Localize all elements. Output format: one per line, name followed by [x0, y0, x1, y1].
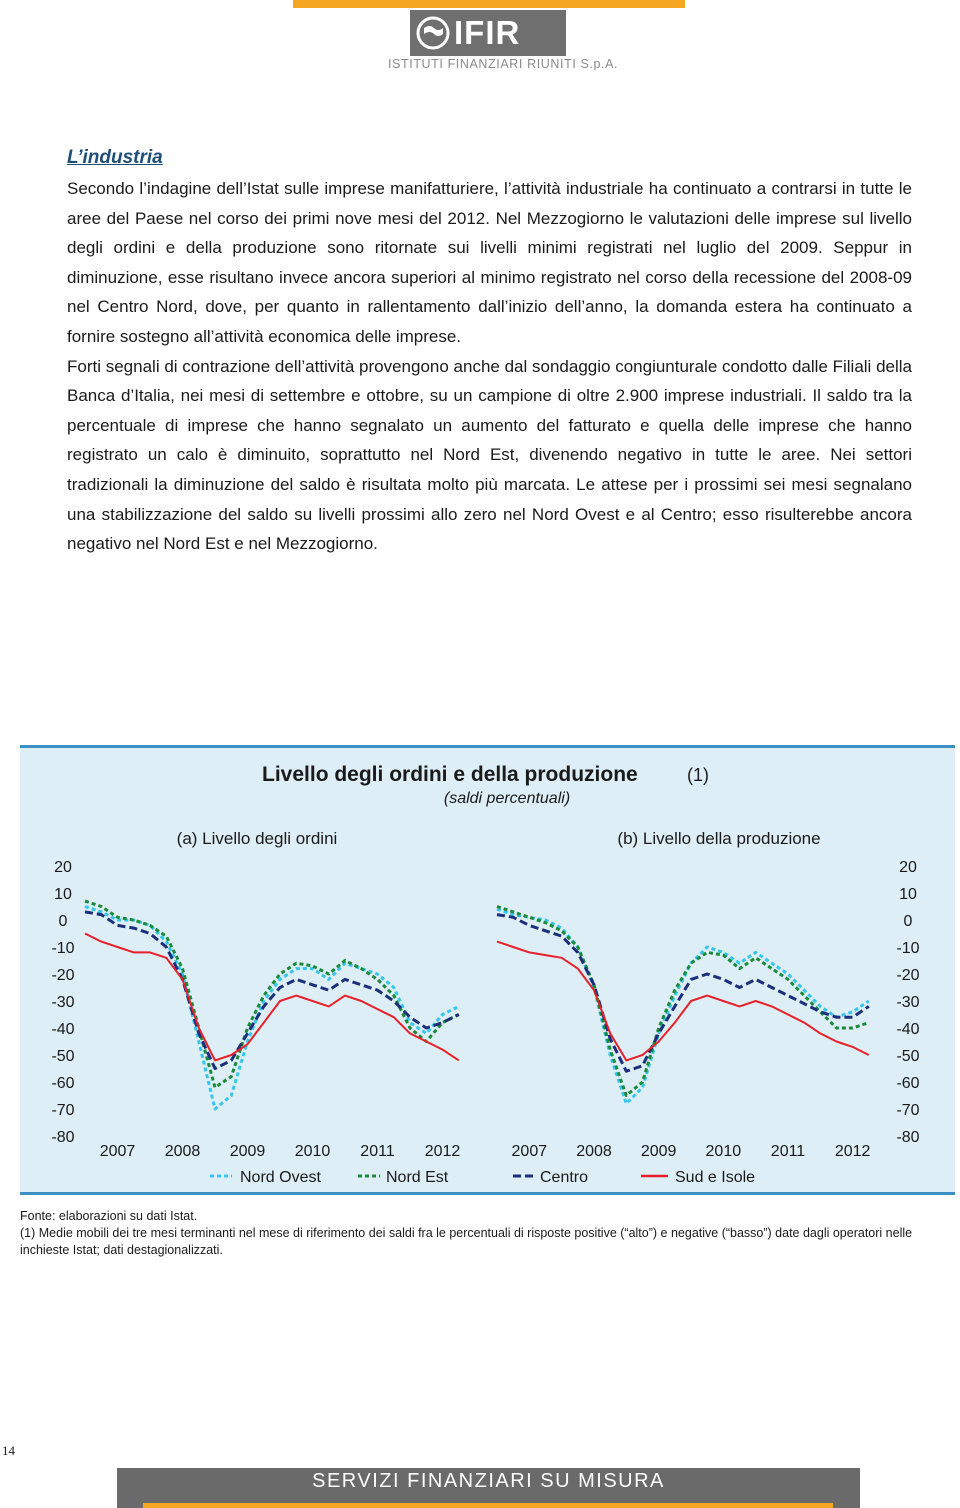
- panel-b-y-tick-label: -40: [896, 1021, 920, 1038]
- panel-b-x-tick-label: 2008: [576, 1143, 612, 1160]
- panel-a-series-nord-est: [85, 901, 459, 1087]
- legend-label-nord-ovest: Nord Ovest: [240, 1169, 321, 1186]
- panel-a-x-tick-label: 2009: [229, 1143, 266, 1160]
- panel-b-x-tick-label: 2012: [834, 1143, 871, 1160]
- panel-a-y-tick-label: -70: [51, 1102, 75, 1119]
- panel-a-x-tick-label: 2010: [294, 1143, 331, 1160]
- company-name: ISTITUTI FINANZIARI RIUNITI S.p.A.: [388, 57, 619, 71]
- globe-icon: [416, 16, 450, 50]
- footnote: (1) Medie mobili dei tre mesi terminanti nel mese di riferimento dei saldi fra le percentuali di risposte positive (“alto”) e negative (“basso”) date dagli operatori nelle inchieste Istat; dati destagionalizzati.: [20, 1226, 913, 1257]
- panel-b-series-nord-ovest: [497, 909, 869, 1103]
- panel-b-series-centro: [497, 915, 869, 1072]
- panel-b-y-tick-label: -20: [896, 967, 920, 984]
- panel-b-y-tick-label: 10: [899, 886, 917, 903]
- panel-b-y-tick-label: 0: [903, 913, 913, 930]
- panel-b-y-tick-label: -50: [896, 1048, 920, 1065]
- panel-a-y-tick-label: -60: [51, 1075, 75, 1092]
- page-number: 14: [2, 1443, 15, 1458]
- chart-title-note: (1): [687, 765, 709, 785]
- legend-label-nord-est: Nord Est: [386, 1169, 449, 1186]
- panel-a-x-tick-label: 2012: [424, 1143, 461, 1160]
- panel-b-x-tick-label: 2010: [705, 1143, 742, 1160]
- chart-subtitle: (saldi percentuali): [443, 790, 571, 807]
- chart-title: Livello degli ordini e della produzione: [262, 763, 638, 786]
- panel-a-y-tick-label: 10: [54, 886, 72, 903]
- paragraph-2: Forti segnali di contrazione dell’attività provengono anche dal sondaggio congiunturale condotto dalle Filiali della Banca d’Italia, nei mesi di settembre e ottobre, su un campione di oltre 2.900 imprese industriali. Il saldo tra la percentuale di imprese che hanno segnalato un aumento del fatturato e quella delle imprese che hanno registrato un calo è diminuito, soprattutto nel Nord Est, divenendo negativo in tutte le aree. Nei settori tradizionali la diminuzione del saldo è risultata molto più marcata. Le attese per i prossimi sei mesi segnalano una stabilizzazione del saldo su livelli prossimi allo zero nel Nord Ovest e al Centro; esso risulterebbe ancora negativo nel Nord Est e nel Mezzogiorno.: [67, 356, 912, 554]
- panel-a-x-tick-label: 2011: [360, 1143, 395, 1160]
- chart-notes: [20, 1208, 958, 1259]
- top-accent-bar: [293, 0, 685, 8]
- panel-b-x-tick-label: 2009: [640, 1143, 677, 1160]
- panel-a-y-tick-label: -40: [51, 1021, 75, 1038]
- chart-panel: [20, 745, 955, 1195]
- footer-accent-bar: [143, 1503, 833, 1508]
- panel-a-y-tick-label: -80: [51, 1129, 75, 1146]
- panel-b-y-tick-label: 20: [899, 859, 917, 876]
- panel-a-y-tick-label: -20: [51, 967, 75, 984]
- panel-a-y-tick-label: 0: [58, 913, 68, 930]
- chart-legend: [210, 1169, 755, 1186]
- panel-b-y-tick-label: -70: [896, 1102, 920, 1119]
- panel-b-y-tick-label: -30: [896, 994, 920, 1011]
- panel-a-y-tick-label: 20: [54, 859, 72, 876]
- plot-layer: [51, 859, 919, 1160]
- paragraph-1: Secondo l’indagine dell’Istat sulle imprese manifatturiere, l’attività industriale ha continuato a contrarsi in tutte le aree del Paese nel corso dei primi nove mesi del 2012. Nel Mezzogiorno le valutazioni delle imprese sul livello degli ordini e della produzione sono ritornate sui livelli minimi registrati nel luglio del 2009. Seppur in diminuzione, esse risultano invece ancora superiori al minimo registrato nel corso della recessione del 2008-09 nel Centro Nord, dove, per quanto in rallentamento dall’inizio dell’anno, la domanda estera ha continuato a fornire sostegno all’attività economica delle imprese.: [67, 179, 912, 346]
- panel-a-x-tick-label: 2008: [164, 1143, 201, 1160]
- footer-tagline: SERVIZI FINANZIARI SU MISURA: [312, 1470, 665, 1492]
- chart-svg: [20, 748, 955, 1198]
- panel-b-y-tick-label: -10: [896, 940, 920, 957]
- panel-a-title: (a) Livello degli ordini: [176, 829, 338, 848]
- footer-bar: [117, 1468, 860, 1508]
- panel-b-x-tick-label: 2007: [511, 1143, 548, 1160]
- panel-a-y-tick-label: -50: [51, 1048, 75, 1065]
- panel-b-y-tick-label: -60: [896, 1075, 920, 1092]
- panel-a-series-nord-ovest: [85, 907, 459, 1110]
- panel-a-y-tick-label: -10: [51, 940, 75, 957]
- panel-b-x-tick-label: 2011: [770, 1143, 806, 1160]
- legend-label-centro: Centro: [540, 1169, 589, 1186]
- section-title: L’industria: [67, 147, 163, 168]
- panel-b-title: (b) Livello della produzione: [617, 829, 821, 848]
- legend-label-sud-e-isole: Sud e Isole: [675, 1169, 756, 1186]
- source-note: Fonte: elaborazioni su dati Istat.: [20, 1209, 198, 1223]
- ifir-logo: [410, 10, 566, 56]
- article-content: [67, 146, 912, 559]
- panel-a-x-tick-label: 2007: [99, 1143, 136, 1160]
- panel-a-y-tick-label: -30: [51, 994, 75, 1011]
- panel-b-y-tick-label: -80: [896, 1129, 920, 1146]
- logo-text: IFIR: [454, 14, 521, 51]
